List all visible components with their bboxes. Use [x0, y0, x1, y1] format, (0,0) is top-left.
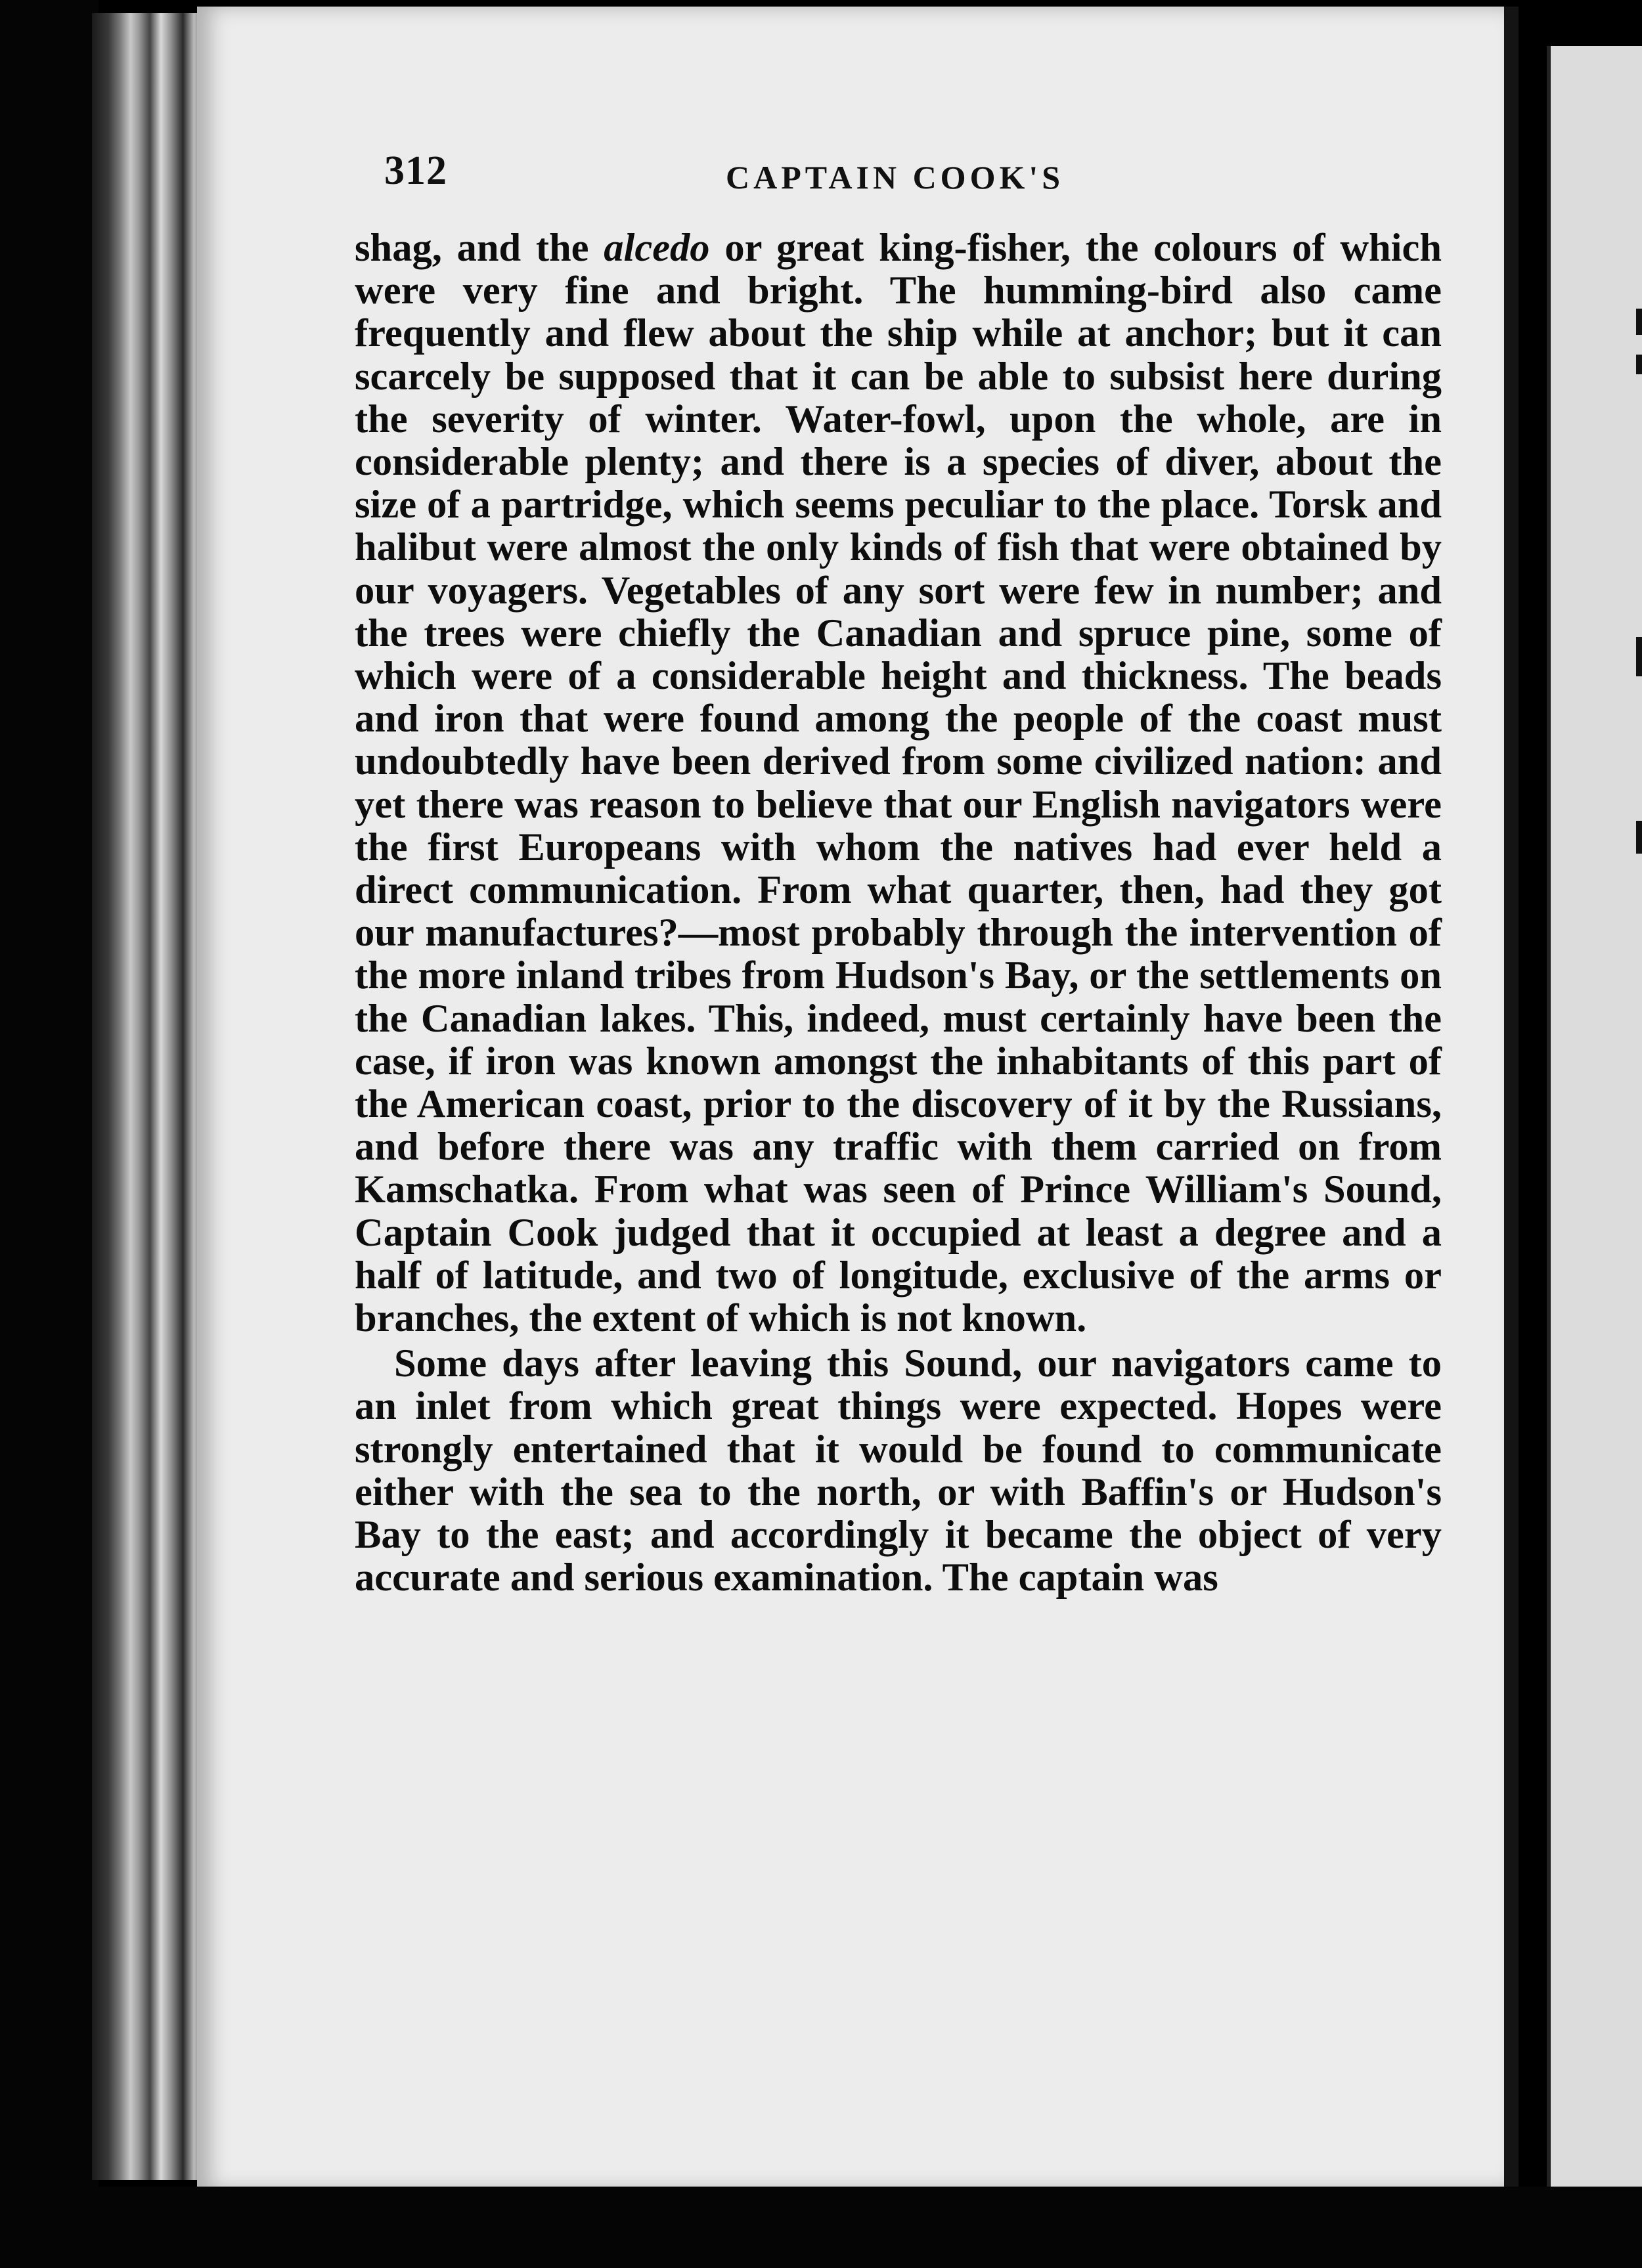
- adjacent-page-glyph: [1636, 309, 1642, 335]
- paragraph: [355, 1342, 1442, 1599]
- paragraph-text: or great king-fisher, the colours of which were very fine and bright. The humming-bird also came frequently and flew about the ship while at anchor; but it can scarcely be supposed that it can be able to subsist here during the severity of winter. Water-fowl, upon the whole, are in considerable plenty; and there is a species of diver, about the size of a partridge, which seems peculiar to the place. Torsk and halibut were almost the only kinds of fish that were obtained by our voyagers. Vegetables of any sort were few in number; and the trees were chiefly the Canadian and spruce pine, some of which were of a considerable height and thickness. The beads and iron that were found among the people of the coast must undoubtedly have been derived from some civilized nation: and yet there was reason to believe that our English navigators were the first Europeans with whom the natives had ever held a direct communication. From what quarter, then, had they got our manufactures?—most probably through the intervention of the more inland tribes from Hudson's Bay, or the settlements on the Canadian lakes. This, indeed, must certainly have been the case, if iron was known amongst the inhabitants of this part of the American coast, prior to the discovery of it by the Russians, and before there was any traffic with them carried on from Kamschatka. From what was seen of Prince William's Sound, Captain Cook judged that it occupied at least a degree and a half of latitude, and two of longitude, exclusive of the arms or branches, the extent of which is not known.: [355, 226, 1442, 1341]
- scan-bottom-margin: [0, 2187, 1642, 2268]
- adjacent-page-glyph: [1636, 821, 1642, 854]
- adjacent-page-edge: [1547, 46, 1642, 2219]
- paragraph: [355, 227, 1442, 1340]
- paragraph-text: Some days after leaving this Sound, our navigators came to an inlet from which great things were expected. Hopes were strongly entertained that it would be found to communicate either with the sea to the north, or with Baffin's or Hudson's Bay to the east; and accordingly it became the object of very accurate and serious examination. The captain was: [355, 1341, 1442, 1600]
- adjacent-page-glyph: [1636, 637, 1642, 676]
- page-header: [384, 148, 1100, 200]
- italic-term: alcedo: [604, 226, 710, 270]
- scan-left-margin: [0, 0, 99, 2268]
- running-head: CAPTAIN COOK'S: [726, 159, 1065, 196]
- page-number: 312: [384, 148, 447, 193]
- page-body: [355, 227, 1442, 1600]
- paragraph-text: shag, and the: [355, 226, 604, 270]
- adjacent-page-glyph: [1636, 355, 1642, 374]
